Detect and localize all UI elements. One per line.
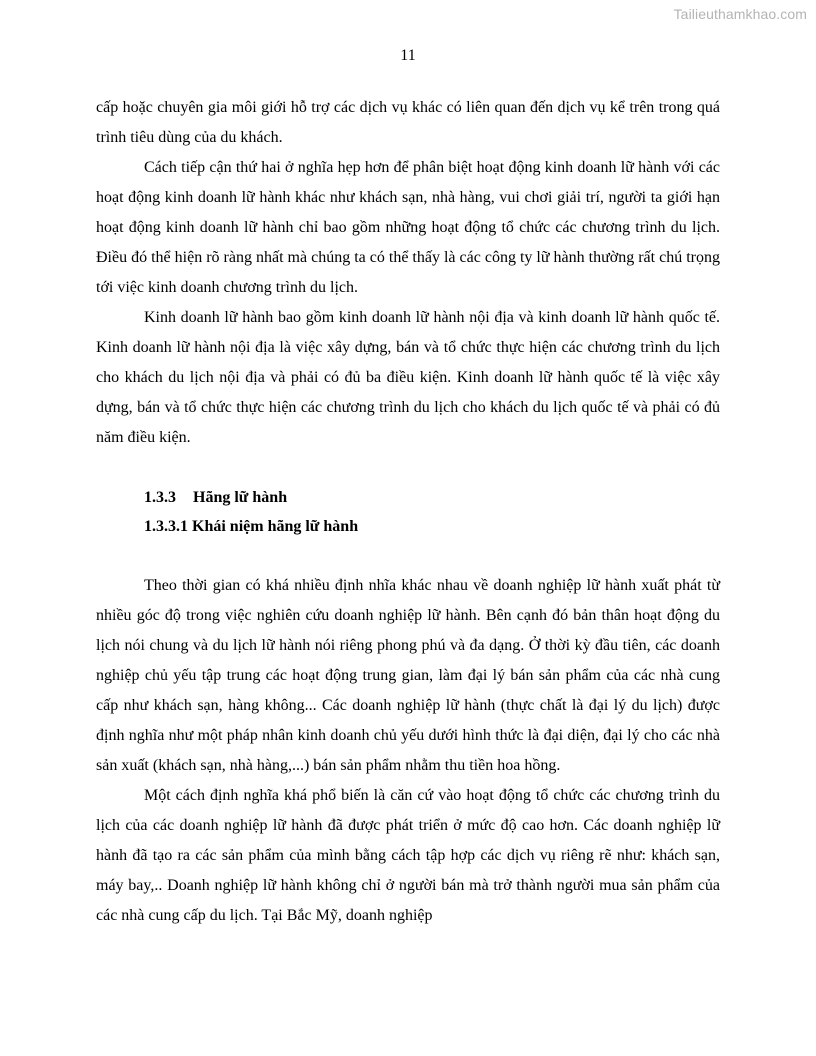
watermark: Tailieuthamkhao.com	[673, 6, 807, 22]
section-number: 1.3.3	[144, 489, 176, 506]
paragraph-4: Theo thời gian có khá nhiều định nhĩa khác nhau về doanh nghiệp lữ hành xuất phát từ nhiều góc độ trong việc nghiên cứu doanh nghiệp lữ hành. Bên cạnh đó bản thân hoạt động du lịch nói chung và du lịch lữ hành nói riêng phong phú và đa dạng. Ở thời kỳ đầu tiên, các doanh nghiệp chủ yếu tập trung các hoạt động trung gian, làm đại lý bán sản phẩm của các nhà cung cấp như khách sạn, hàng không... Các doanh nghiệp lữ hành (thực chất là đại lý du lịch) được định nghĩa như một pháp nhân kinh doanh chủ yếu dưới hình thức là đại diện, đại lý cho các nhà sản xuất (khách sạn, nhà hàng,...) bán sản phẩm nhằm thu tiền hoa hồng.	[96, 577, 720, 774]
section-heading-1-3-3	[96, 483, 720, 512]
paragraph-3: Kinh doanh lữ hành bao gồm kinh doanh lữ hành nội địa và kinh doanh lữ hành quốc tế. Kinh doanh lữ hành nội địa là việc xây dựng, bán và tổ chức thực hiện các chương trình du lịch cho khách du lịch nội địa và phải có đủ ba điều kiện. Kinh doanh lữ hành quốc tế là việc xây dựng, bán và tổ chức thực hiện các chương trình du lịch cho khách du lịch quốc tế và phải có đủ năm điều kiện.	[96, 309, 720, 446]
document-body	[96, 93, 720, 931]
paragraph-2: Cách tiếp cận thứ hai ở nghĩa hẹp hơn để phân biệt hoạt động kinh doanh lữ hành với các hoạt động kinh doanh lữ hành khác như khách sạn, nhà hàng, vui chơi giải trí, người ta giới hạn hoạt động kinh doanh lữ hành chỉ bao gồm những hoạt động tổ chức các chương trình du lịch. Điều đó thể hiện rõ ràng nhất mà chúng ta có thể thấy là các công ty lữ hành thường rất chú trọng tới việc kinh doanh chương trình du lịch.	[96, 159, 720, 296]
paragraph-5: Một cách định nghĩa khá phổ biến là căn cứ vào hoạt động tổ chức các chương trình du lịch của các doanh nghiệp lữ hành đã được phát triển ở mức độ cao hơn. Các doanh nghiệp lữ hành đã tạo ra các sản phẩm của mình bằng cách tập hợp các dịch vụ riêng rẽ như: khách sạn, máy bay,.. Doanh nghiệp lữ hành không chỉ ở người bán mà trở thành người mua sản phẩm của các nhà cung cấp du lịch. Tại Bắc Mỹ, doanh nghiệp	[96, 787, 720, 924]
paragraph-1: cấp hoặc chuyên gia môi giới hỗ trợ các dịch vụ khác có liên quan đến dịch vụ kể trên trong quá trình tiêu dùng của du khách.	[96, 99, 720, 146]
section-title: Hãng lữ hành	[193, 489, 288, 506]
subsection-heading-1-3-3-1: 1.3.3.1 Khái niệm hãng lữ hành	[144, 518, 359, 535]
page-number: 11	[400, 47, 416, 64]
